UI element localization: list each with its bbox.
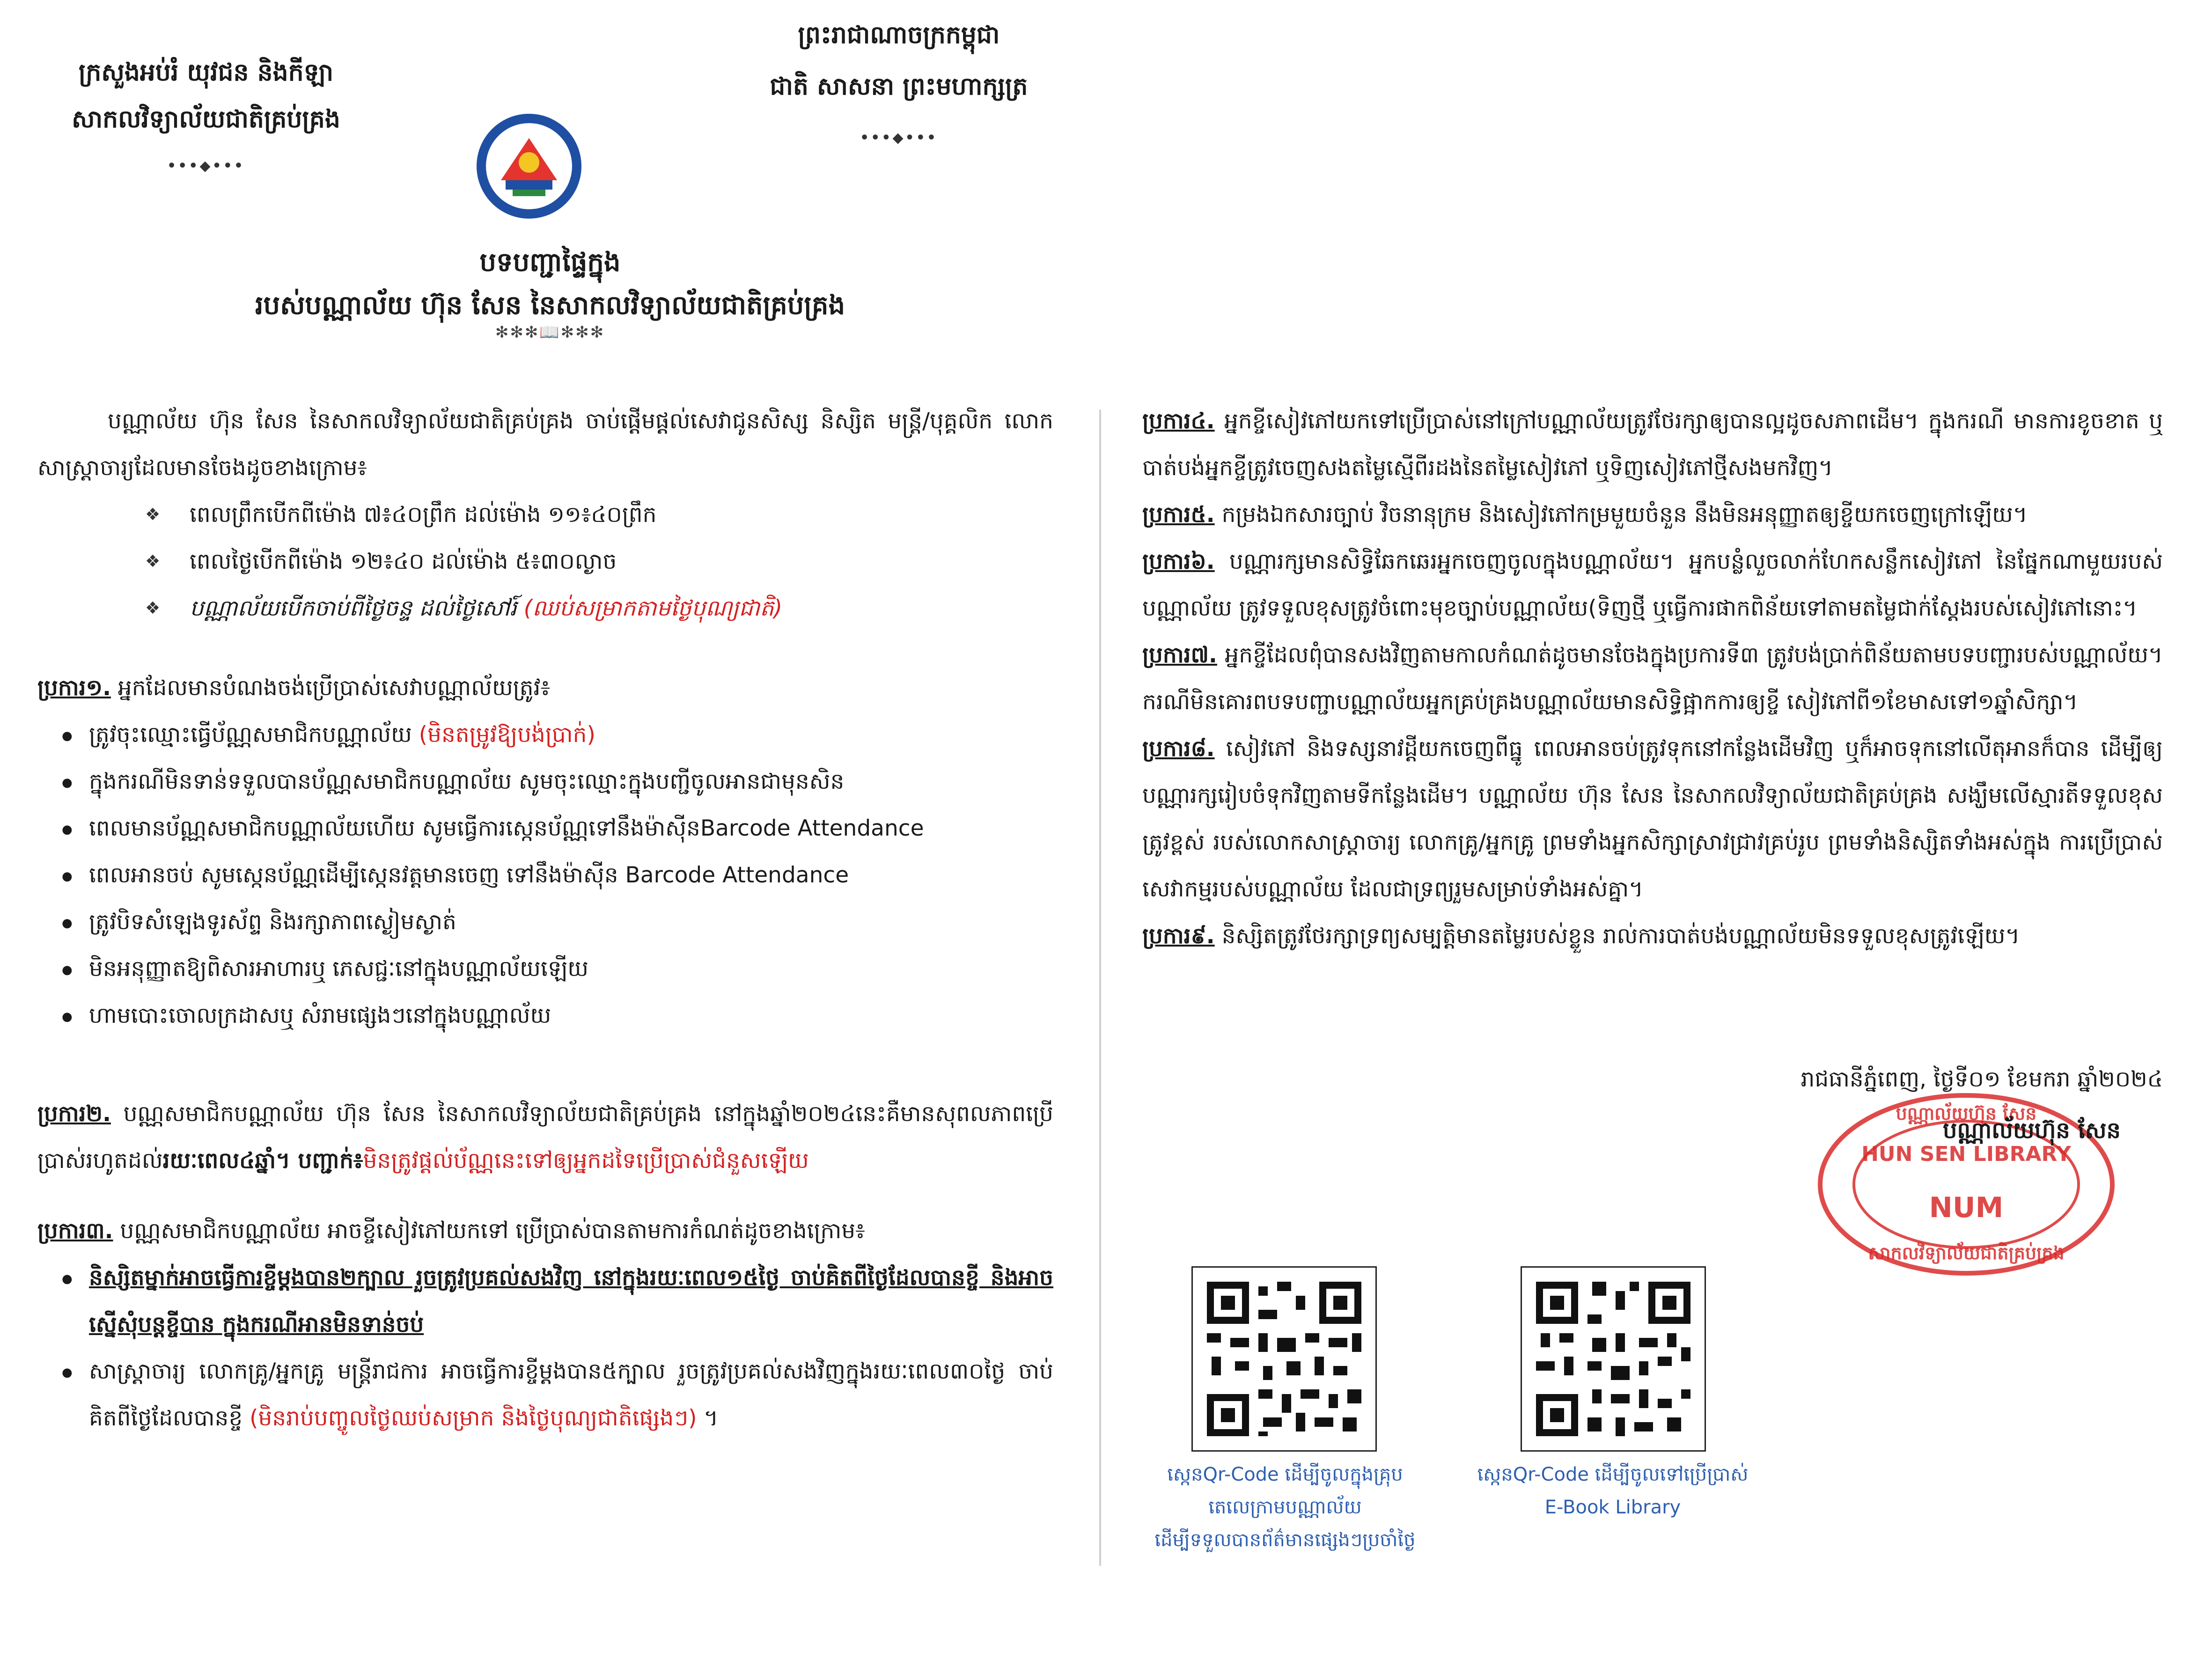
document-title	[140, 241, 960, 327]
title-line-2: របស់បណ្ណាល័យ ហ៊ុន សែន នៃសាកលវិទ្យាល័យជាតិគ្រប់គ្រង	[255, 290, 845, 321]
article-label: ប្រការ៩.	[1142, 923, 1215, 949]
opening-hours-list	[145, 492, 1053, 632]
article-label: ប្រការ២.	[37, 1101, 111, 1127]
kingdom-motto: ជាតិ សាសនា ព្រះមហាក្សត្រ	[770, 73, 1028, 101]
opening-days: បណ្ណាល័យបើកចាប់ពីថ្ងៃចន្ទ ដល់ថ្ងៃសៅរ៍	[190, 595, 517, 621]
list-item: ● និស្សិតម្នាក់អាចធ្វើការខ្ចីម្តងបាន២ក្បាល រួចត្រូវប្រគល់សងវិញ នៅក្នុងរយៈពេល១៥ថ្ងៃ ចាប់គិតពីថ្ងៃដែលបានខ្ចី និងអាចស្នើសុំបន្តខ្ចីបាន ក្នុងករណីអានមិនទាន់ចប់	[37, 1255, 1053, 1348]
holiday-note: (ឈប់សម្រាកតាមថ្ងៃបុណ្យជាតិ)	[523, 595, 783, 621]
intro-paragraph	[37, 398, 1053, 492]
list-item	[145, 538, 1053, 585]
list-item: ● ពេលមានប័ណ្ណសមាជិកបណ្ណាល័យហើយ សូមធ្វើការស្កេនប័ណ្ណទៅនឹងម៉ាស៊ីនBarcode Attendance	[37, 805, 1053, 852]
university-logo	[473, 110, 585, 222]
article-label: ប្រការ៧.	[1142, 642, 1217, 668]
list-item-end: ។	[697, 1405, 719, 1431]
column-divider	[1099, 410, 1101, 1566]
article-6	[1142, 538, 2163, 632]
caption-line: E-Book Library	[1544, 1497, 1681, 1518]
caption-line: តេលេក្រាមបណ្ណាល័យ	[1208, 1497, 1362, 1518]
article-label: ប្រការ៣.	[37, 1218, 113, 1244]
transfer-warning: មិនត្រូវផ្តល់ប័ណ្ណនេះទៅឲ្យអ្នកដទៃប្រើប្រាស់ជំនួសឡើយ	[363, 1148, 809, 1174]
article-2	[37, 1091, 1053, 1184]
stamp-text: HUN SEN LIBRARY	[1861, 1142, 2071, 1166]
article-1-list	[37, 712, 1053, 1039]
afternoon-hours: ពេលថ្ងៃបើកពីម៉ោង ១២៖៤០ ដល់ម៉ោង ៥៖៣០ល្ងាច	[190, 549, 617, 574]
list-item	[37, 1348, 1053, 1442]
ebook-qr-code[interactable]	[1521, 1266, 1706, 1452]
ministry-header	[28, 49, 384, 190]
article-8	[1142, 726, 2163, 913]
article-label: ប្រការ៦.	[1142, 549, 1215, 574]
logo-emblem-icon	[473, 110, 585, 222]
caption-line: ដើម្បីទទួលបានព័ត៌មានផ្សេងៗប្រចាំថ្ងៃ	[1154, 1529, 1416, 1551]
article-text: បណ្ណារក្សមានសិទ្ធិឆែកឆេរអ្នកចេញចូលក្នុងបណ្ណាល័យ។ អ្នកបន្លំលួចលាក់ហែកសន្លឹកសៀវភៅ នៃផ្នែកណាមួយរបស់បណ្ណាល័យ ត្រូវទទួលខុសត្រូវចំពោះមុខច្បាប់បណ្ណាល័យ(ទិញថ្មី ឬធ្វើការផាកពិន័យទៅតាមតម្លៃជាក់ស្តែងរបស់សៀវភៅនោះ។	[1142, 549, 2163, 621]
stamp-kh-top: បណ្ណាល័យហ៊ុន សែន	[1896, 1103, 2037, 1124]
article-label: ប្រការ៨.	[1142, 736, 1215, 762]
list-item	[37, 712, 1053, 758]
signature-name: បណ្ណាល័យហ៊ុន សែន	[1943, 1117, 2121, 1144]
issue-date: រាជធានីភ្នំពេញ, ថ្ងៃទី០១ ខែមករា ឆ្នាំ២០២៤	[1800, 1066, 2163, 1092]
article-label: ប្រការ៥.	[1142, 502, 1215, 528]
list-item	[145, 585, 1053, 632]
ministry-ornament: •••◆•••	[167, 158, 245, 174]
caption-line: ស្កេនQr-Code ដើម្បីចូលក្នុងគ្រុប	[1167, 1464, 1403, 1485]
article-5	[1142, 492, 2163, 538]
telegram-qr-code[interactable]	[1191, 1266, 1377, 1452]
stamp-num: NUM	[1929, 1191, 2004, 1224]
kingdom-name: ព្រះរាជាណាចក្រកម្ពុជា	[798, 21, 1000, 49]
title-ornament: ✻✻✻📖✻✻✻	[495, 323, 605, 342]
article-1	[37, 665, 1053, 712]
article-3	[37, 1208, 1053, 1255]
validity-period: រយៈពេល៤ឆ្នាំ។ បញ្ជាក់៖	[162, 1148, 363, 1174]
list-item: ● ពេលអានចប់ សូមស្កេនប័ណ្ណដើម្បីស្កេនវត្តមានចេញ ទៅនឹងម៉ាស៊ីន Barcode Attendance	[37, 852, 1053, 899]
article-text: អ្នកខ្ចីសៀវភៅយកទៅប្រើប្រាស់នៅក្រៅបណ្ណាល័យត្រូវថែរក្សាឲ្យបានល្អដូចសភាពដើម។ ក្នុងករណី មានការខូចខាត ឬបាត់បង់អ្នកខ្ចីត្រូវចេញសងតម្លៃស្មើពីរដងនៃតម្លៃសៀវភៅ ឬទិញសៀវភៅថ្មីសងមកវិញ។	[1142, 408, 2163, 481]
article-9	[1142, 913, 2163, 960]
qr1-caption	[1117, 1458, 1454, 1556]
holiday-note: (មិនរាប់បញ្ចូលថ្ងៃឈប់សម្រាក និងថ្ងៃបុណ្យជាតិផ្សេងៗ)	[250, 1405, 697, 1431]
fee-note: (មិនតម្រូវឱ្យបង់ប្រាក់)	[419, 722, 595, 748]
left-column	[37, 398, 1053, 1442]
list-item: ● មិនអនុញ្ញាតឱ្យពិសារអាហារឬ ភេសជ្ជៈនៅក្នុងបណ្ណាល័យឡើយ	[37, 946, 1053, 992]
article-text: សៀវភៅ និងទស្សនាវដ្តីយកចេញពីធ្នូ ពេលអានចប់ត្រូវទុកនៅកន្លែងដើមវិញ ឬក៏អាចទុកនៅលើតុអានក៏បាន ដើម្បីឲ្យបណ្ណារក្សរៀបចំទុកវិញតាមទីកន្លែងដើម។ បណ្ណាល័យ ហ៊ុន សែន នៃសាកលវិទ្យាល័យជាតិគ្រប់គ្រង សង្ឃឹមលើស្មារតីទទួលខុសត្រូវខ្ពស់ របស់លោកសាស្ត្រាចារ្យ លោកគ្រូ/អ្នកគ្រូ ព្រមទាំងអ្នកសិក្សាស្រាវជ្រាវគ្រប់រូប ព្រមទាំងនិស្សិតទាំងអស់ក្នុង ការប្រើប្រាស់សេវាកម្មរបស់បណ្ណាល័យ ដែលជាទ្រព្យរួមសម្រាប់ទាំងអស់គ្នា។	[1142, 736, 2163, 902]
article-text: អ្នកខ្ចីដែលពុំបានសងវិញតាមកាលកំណត់ដូចមានចែងក្នុងប្រការទី៣ ត្រូវបង់ប្រាក់ពិន័យតាមបទបញ្ជារបស់បណ្ណាល័យ។ ករណីមិនគោរពបទបញ្ជាបណ្ណាល័យអ្នកគ្រប់គ្រងបណ្ណាល័យមានសិទ្ធិផ្អាកការឲ្យខ្ចី សៀវភៅពី១ខែមាសទៅ១ឆ្នាំសិក្សា។	[1142, 642, 2163, 715]
qr-code-icon	[1193, 1268, 1375, 1450]
list-item: ● ហាមបោះចោលក្រដាសឬ សំរាមផ្សេងៗនៅក្នុងបណ្ណាល័យ	[37, 992, 1053, 1039]
intro-text: បណ្ណាល័យ ហ៊ុន សែន នៃសាកលវិទ្យាល័យជាតិគ្រប់គ្រង ចាប់ផ្តើមផ្តល់សេវាជូនសិស្ស និស្សិត មន្ត្រី/បុគ្គលិក លោកសាស្ត្រាចារ្យដែលមានចែងដូចខាងក្រោម៖	[37, 408, 1053, 481]
kingdom-ornament: •••◆•••	[860, 130, 938, 146]
kingdom-header	[693, 9, 1105, 164]
article-text: បណ្ណសមាជិកបណ្ណាល័យ អាចខ្ចីសៀវភៅយកទៅ ប្រើប្រាស់បានតាមការកំណត់ដូចខាងក្រោម៖	[113, 1218, 865, 1244]
list-item-text: ត្រូវចុះឈ្មោះធ្វើប័ណ្ណសមាជិកបណ្ណាល័យ	[89, 722, 419, 748]
qr2-caption	[1447, 1458, 1779, 1524]
ministry-name: ក្រសួងអប់រំ យុវជន និងកីឡា	[78, 59, 334, 87]
caption-line: ស្កេនQr-Code ដើម្បីចូលទៅប្រើប្រាស់	[1477, 1464, 1749, 1485]
qr-code-icon	[1522, 1268, 1705, 1450]
article-7	[1142, 632, 2163, 726]
article-text: និស្សិតត្រូវថែរក្សាទ្រព្យសម្បត្តិមានតម្លៃរបស់ខ្លួន រាល់ការបាត់បង់បណ្ណាល័យមិនទទួលខុសត្រូវឡើយ។	[1214, 923, 2020, 949]
title-line-1: បទបញ្ជាផ្ទៃក្នុង	[479, 247, 621, 278]
list-item	[145, 492, 1053, 538]
university-name: សាកលវិទ្យាល័យជាតិគ្រប់គ្រង	[72, 105, 340, 133]
list-item: ● ក្នុងករណីមិនទាន់ទទួលបានប័ណ្ណសមាជិកបណ្ណាល័យ សូមចុះឈ្មោះក្នុងបញ្ជីចូលអានជាមុនសិន	[37, 758, 1053, 805]
right-column	[1142, 398, 2163, 960]
article-text: កម្រងឯកសារច្បាប់ វិចនានុក្រម និងសៀវភៅកម្រមួយចំនួន នឹងមិនអនុញ្ញាតឲ្យខ្ចីយកចេញក្រៅឡើយ។	[1214, 502, 2028, 528]
article-label: ប្រការ៤.	[1142, 408, 1215, 434]
article-4	[1142, 398, 2163, 492]
article-text: អ្នកដែលមានបំណងចង់ប្រើប្រាស់សេវាបណ្ណាល័យត្រូវ៖	[110, 675, 551, 701]
list-item: ● ត្រូវបិទសំឡេងទូរស័ព្ទ និងរក្សាភាពស្ងៀមស្ងាត់	[37, 899, 1053, 946]
list-item-text: សាស្ត្រាចារ្យ លោកគ្រូ/អ្នកគ្រូ មន្ត្រីរាជការ អាចធ្វើការខ្ចីម្តងបាន៥ក្បាល រួចត្រូវប្រគល់សងវិញក្នុងរយៈពេល៣០ថ្ងៃ ចាប់គិតពីថ្ងៃដែលបានខ្ចី	[89, 1358, 1053, 1431]
morning-hours: ពេលព្រឹកបើកពីម៉ោង ៧៖៤០ព្រឹក ដល់ម៉ោង ១១៖៤០ព្រឹក	[190, 502, 657, 528]
article-text: បណ្ណសមាជិកបណ្ណាល័យ ហ៊ុន សែន នៃសាកលវិទ្យាល័យជាតិគ្រប់គ្រង នៅក្នុងឆ្នាំ២០២៤នេះគឺមានសុពលភាពប្រើប្រាស់រហូតដល់	[37, 1101, 1053, 1174]
article-label: ប្រការ១.	[37, 675, 111, 701]
stamp-kh-bottom: សាកលវិទ្យាល័យជាតិគ្រប់គ្រង	[1868, 1243, 2065, 1263]
article-3-list	[37, 1255, 1053, 1442]
